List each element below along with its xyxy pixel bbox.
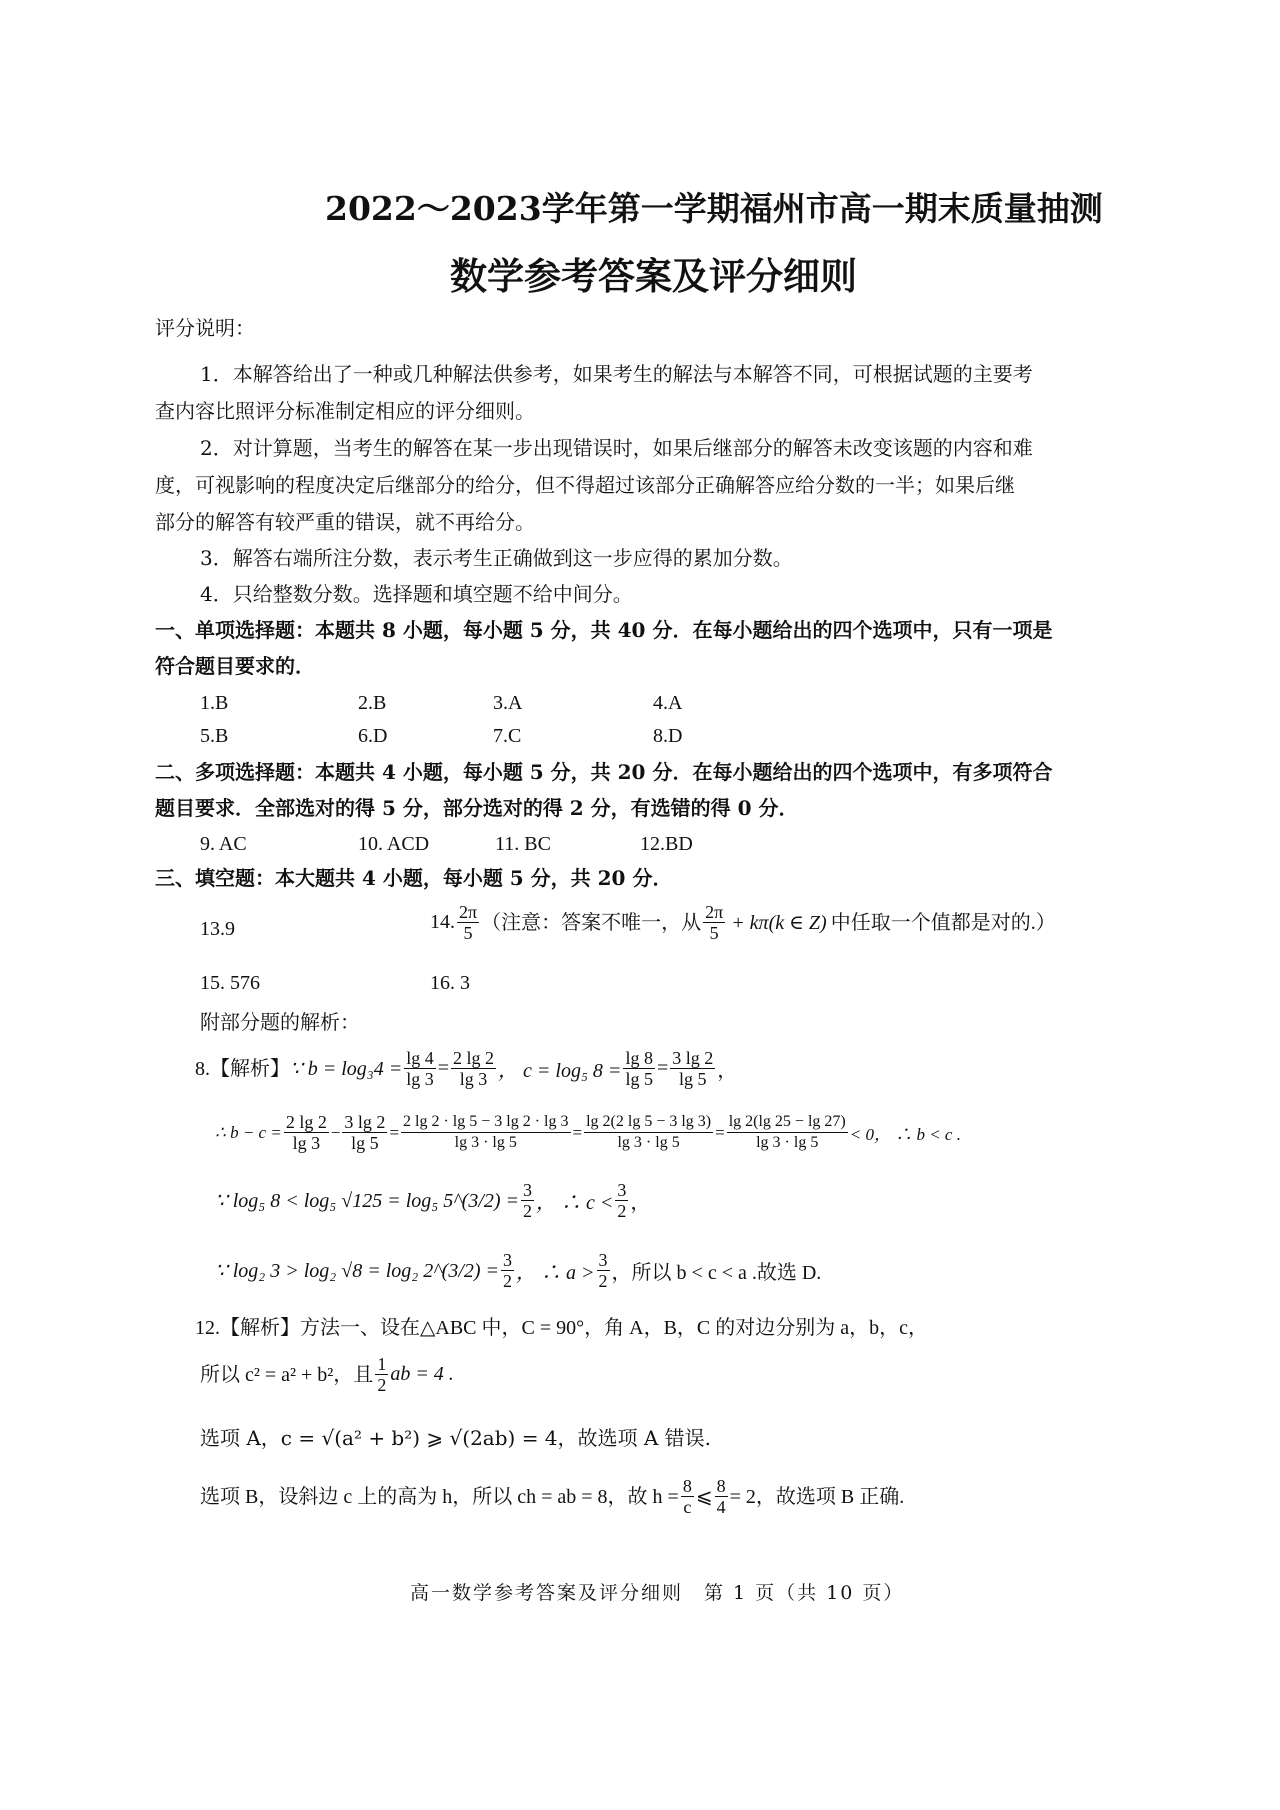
page-title: 2022～2023学年第一学期福州市高一期末质量抽测 [325,189,1103,228]
fraction: $\frac{2 \lg 2}{\lg 3}$ [453,1048,495,1089]
note-2-line-1: 2．对计算题，当考生的解答在某一步出现错误时，如果后继部分的解答未改变该题的内容和难 [200,436,1033,460]
fraction: $\frac{3 \lg 2}{\lg 5}$ [672,1048,714,1089]
fraction: $\frac{\lg 2(\lg 25 - \lg 27)}{\lg 3 \cdot \lg 5}$ [728,1113,846,1151]
answer-14-label: 14. [430,911,455,933]
fraction: $\frac{3 \lg 2}{\lg 5}$ [344,1112,386,1153]
answer-14 [430,902,1056,943]
page-subtitle: 数学参考答案及评分细则 [450,254,857,298]
q12-label: 12.【解析】 [195,1317,300,1339]
answer-12: 12.BD [640,833,693,855]
analysis-heading: 附部分题的解析： [200,1010,360,1034]
fraction: $\frac{8}{4}$ [716,1476,726,1517]
answer-8: 8.D [653,725,683,747]
section-2-heading-line-2: 题目要求．全部选对的得 5 分，部分选对的得 2 分，有选错的得 0 分． [155,796,799,820]
fraction: $\frac{\lg 8}{\lg 5}$ [625,1048,653,1089]
answer-3: 3.A [493,692,523,714]
note-3: 3．解答右端所注分数，表示考生正确做到这一步应得的累加分数。 [200,546,793,570]
answer-14-note-fraction: $\frac{2\pi}{5}$ [705,902,724,943]
answer-7: 7.C [493,725,522,747]
q12-line-3: 选项 A，c = √(a² + b²) ⩾ √(2ab) = 4，故选项 A 错误. [200,1426,712,1450]
fraction: $\frac{3}{2}$ [598,1250,608,1291]
section-1-heading-line-1: 一、单项选择题：本题共 8 小题，每小题 5 分，共 40 分．在每小题给出的四个选项中，只有一项是 [155,618,1053,642]
answer-9: 9. AC [200,833,247,855]
answer-5: 5.B [200,725,229,747]
note-1-line-2: 查内容比照评分标准制定相应的评分细则。 [155,399,535,423]
answer-10: 10. ACD [358,833,430,855]
fraction: $\frac{1}{2}$ [377,1354,387,1395]
note-2-line-3: 部分的解答有较严重的错误，就不再给分。 [155,510,535,534]
fraction: $\frac{\lg 2(2 \lg 5 - 3 \lg 3)}{\lg 3 \cdot \lg 5}$ [586,1113,712,1151]
q8-label: 8.【解析】 [195,1057,290,1080]
q12-line-2: 所以 c² = a² + b²，且 $\frac{1}{2}$ ab = 4 . [200,1354,454,1395]
fraction: $\frac{3}{2}$ [617,1180,627,1221]
note-2-line-2: 度，可视影响的程度决定后继部分的给分，但不得超过该部分正确解答应给分数的一半；如果后继 [155,473,1015,497]
fraction: $\frac{2 \lg 2 \cdot \lg 5 - 3 \lg 2 \cdot \lg 3}{\lg 3 \cdot \lg 5}$ [403,1113,569,1151]
answer-4: 4.A [653,692,683,714]
fraction: $\frac{2 \lg 2}{\lg 3}$ [285,1112,327,1153]
q8-line-2: ∴ b − c = $\frac{2 \lg 2}{\lg 3}$ − $\frac{3 \lg 2}{\lg 5}$ = $\frac{2 \lg 2 \cdot \lg 5 - 3 \lg 2 \cdot \lg 3}{\lg 3 \cdot \lg 5}$ = $\frac{\lg 2(2 \lg 5 - 3 \lg 3)}{\lg 3 \cdot \lg 5}$ = $\frac{\lg 2(\lg 25 - \lg 27)}{\lg 3 \cdot \lg 5}$ < 0， ∴ b < c . [215,1112,961,1153]
section-3-heading: 三、填空题：本大题共 4 小题，每小题 5 分，共 20 分． [155,866,673,890]
note-4: 4．只给整数分数。选择题和填空题不给中间分。 [200,582,633,606]
grading-notes-heading: 评分说明： [155,316,255,340]
section-1-heading-line-2: 符合题目要求的． [155,654,315,678]
answer-14-note-start: （注意：答案不唯一，从 [481,911,702,934]
section-2-heading-line-1: 二、多项选择题：本题共 4 小题，每小题 5 分，共 20 分．在每小题给出的四个选项中，有多项符合 [155,760,1053,784]
answer-15: 15. 576 [200,972,260,994]
fraction: $\frac{\lg 4}{\lg 3}$ [406,1048,434,1089]
q12-line-4: 选项 B，设斜边 c 上的高为 h，所以 ch = ab = 8，故 h = $\frac{8}{c}$ ⩽ $\frac{8}{4}$ = 2，故选项 B 正确. [200,1476,905,1517]
answer-16: 16. 3 [430,972,470,994]
fraction: $\frac{8}{c}$ [682,1476,692,1517]
answer-11: 11. BC [495,833,551,855]
q8-line-3: ∵ log₅ 8 < log₅ √125 = log₅ 5^(3/2) = $\frac{3}{2}$ ， ∴ c < $\frac{3}{2}$ ， [215,1180,651,1221]
page-footer: 高一数学参考答案及评分细则 第 1 页（共 10 页） [410,1582,905,1604]
answer-6: 6.D [358,725,388,747]
answer-14-note-end: 中任取一个值都是对的.） [830,911,1056,934]
answer-13: 13.9 [200,918,235,940]
q12-line-1: 12.【解析】 方法一、设在△ABC 中，C = 90°，角 A，B，C 的对边分别为 a，b，c， [195,1317,928,1339]
answer-14-expression: + kπ(k ∈ Z) [731,912,827,934]
answer-14-fraction: $\frac{2\pi}{5}$ [459,902,478,943]
fraction: $\frac{3}{2}$ [523,1180,533,1221]
fraction: $\frac{3}{2}$ [503,1250,513,1291]
q8-line-4: ∵ log₂ 3 > log₂ √8 = log₂ 2^(3/2) = $\frac{3}{2}$ ， ∴ a > $\frac{3}{2}$ ，所以 b < c < a .故选 D. [215,1250,822,1291]
note-1-line-1: 1．本解答给出了一种或几种解法供参考，如果考生的解法与本解答不同，可根据试题的主要考 [200,362,1033,386]
answer-2: 2.B [358,692,387,714]
answer-1: 1.B [200,692,229,714]
q8-line-1: 8.【解析】 ∵ b = log₃4 = $\frac{\lg 4}{\lg 3}$ = $\frac{2 \lg 2}{\lg 3}$ ， c = log₅ 8 = $\frac{\lg 8}{\lg 5}$ = $\frac{3 \lg 2}{\lg 5}$ ， [195,1048,738,1089]
